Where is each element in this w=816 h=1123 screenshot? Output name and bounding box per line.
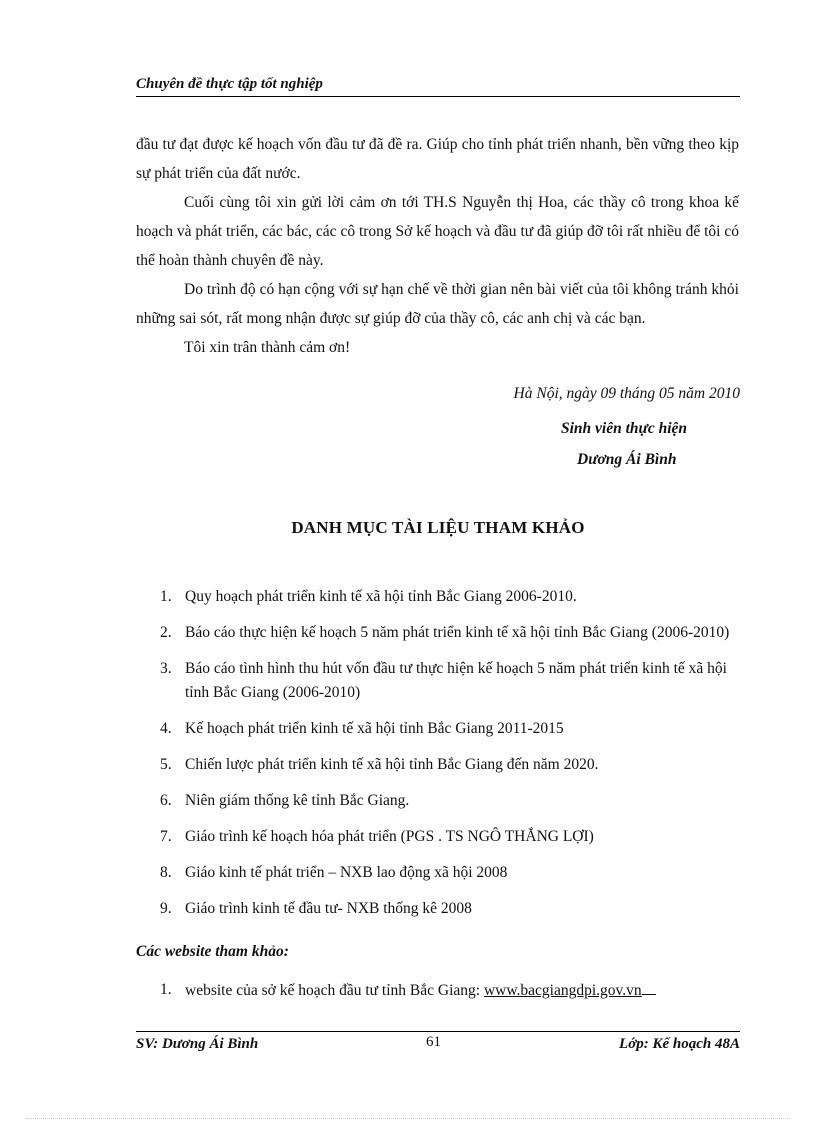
list-number: 2. [160,624,172,641]
list-text: Kế hoạch phát triển kinh tế xã hội tỉnh Bắc Giang 2011-2015 [185,720,564,737]
document-header [136,76,740,97]
list-item [136,861,740,885]
list-text: Quy hoạch phát triển kinh tế xã hội tỉnh Bắc Giang 2006-2010. [185,588,577,605]
list-text: Giáo trình kinh tế đầu tư- NXB thống kê 2008 [185,900,472,917]
list-text: Chiến lược phát triển kinh tế xã hội tỉnh Bắc Giang đến năm 2020. [185,756,599,773]
link-underline-tail [642,978,656,995]
list-item [136,789,740,813]
list-text: Niên giám thống kê tỉnh Bắc Giang. [185,792,410,809]
signature-name-text: Dương Ái Bình [577,451,677,468]
references-title: DANH MỤC TÀI LIỆU THAM KHẢO [291,518,585,537]
websites-title: Các website tham khảo: [136,943,289,960]
list-number: 3. [160,660,172,677]
list-number: 4. [160,720,172,737]
page-number: 61 [426,1034,441,1050]
paragraph: đầu tư đạt được kế hoạch vốn đầu tư đã đề ra. Giúp cho tỉnh phát triển nhanh, bền vững theo kịp sự phát triển của đất nước. [136,136,739,182]
document-footer [136,1034,740,1058]
list-text: Giáo kinh tế phát triển – NXB lao động xã hội 2008 [185,864,508,881]
list-item [136,621,740,645]
list-item [136,657,740,705]
list-number: 1. [160,981,172,998]
list-item [136,753,740,777]
list-item [136,717,740,741]
header-title: Chuyên đề thực tập tốt nghiệp [136,76,323,92]
paragraph: Tôi xin trân thành cảm ơn! [184,339,351,356]
list-text: Giáo trình kế hoạch hóa phát triển (PGS . TS NGÔ THẮNG LỢI) [185,828,594,845]
list-item [136,978,740,1003]
list-text: Báo cáo thực hiện kế hoạch 5 năm phát triển kinh tế xã hội tỉnh Bắc Giang (2006-2010) [185,624,730,641]
list-item [136,897,740,921]
paragraph: Do trình độ có hạn cộng với sự hạn chế về thời gian nên bài viết của tôi không tránh khỏi những sai sót, rất mong nhận được sự giúp đỡ của thầy cô, các anh chị và các bạn. [136,281,739,327]
signature-date: Hà Nội, ngày 09 tháng 05 năm 2010 [513,385,740,402]
references-list [136,585,740,933]
page-edge-divider [26,1118,790,1119]
websites-list [136,978,740,1003]
paragraph: Cuối cùng tôi xin gửi lời cảm ơn tới TH.S Nguyễn thị Hoa, các thầy cô trong khoa kế hoạch và phát triển, các bác, các cô trong Sở kế hoạch và đầu tư đã giúp đỡ tôi rất nhiều để tôi có thể hoàn thành chuyên đề này. [136,194,739,269]
list-number: 7. [160,828,172,845]
list-text: website của sở kế hoạch đầu tư tỉnh Bắc Giang: [185,982,481,999]
list-number: 6. [160,792,172,809]
footer-divider [136,1031,740,1032]
signature-role-text: Sinh viên thực hiện [561,420,687,437]
list-text: Báo cáo tình hình thu hút vốn đầu tư thực hiện kế hoạch 5 năm phát triển kinh tế xã hội tỉnh Bắc Giang (2006-2010) [185,660,727,701]
list-number: 1. [160,588,172,605]
list-item [136,585,740,609]
list-number: 8. [160,864,172,881]
list-number: 5. [160,756,172,773]
list-item [136,825,740,849]
footer-student: SV: Dương Ái Bình [136,1036,259,1052]
closing-paragraphs [136,130,739,362]
footer-class: Lớp: Kế hoạch 48A [619,1036,740,1052]
list-number: 9. [160,900,172,917]
website-link[interactable]: www.bacgiangdpi.gov.vn [483,982,642,999]
